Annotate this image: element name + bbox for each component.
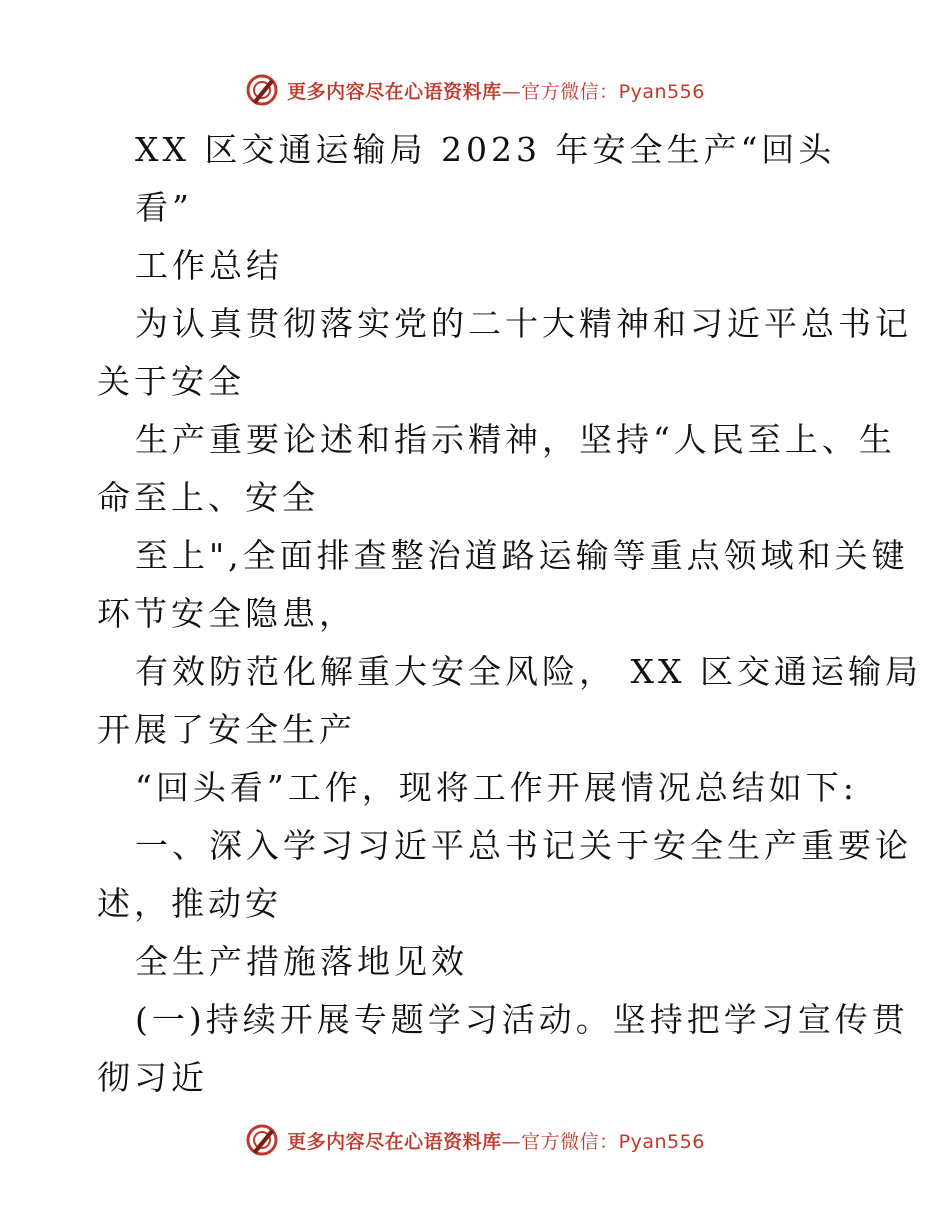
- paragraph-line: 开展了安全生产: [97, 710, 356, 749]
- subsection-line: (一)持续开展专题学习活动。坚持把学习宣传贯: [135, 1000, 909, 1039]
- watermark-wechat: 官方微信：Pyan556: [521, 1130, 705, 1153]
- watermark-dash: —: [501, 80, 522, 103]
- title-line-3: 工作总结: [135, 246, 283, 285]
- paragraph-line: 命至上、安全: [97, 478, 319, 517]
- paragraph-line: 关于安全: [97, 362, 245, 401]
- title-line-1: XX 区交通运输局 2023 年安全生产“回头: [135, 130, 836, 169]
- paragraph-line: “回头看”工作，现将工作开展情况总结如下:: [135, 768, 858, 807]
- watermark-dash: —: [501, 1130, 522, 1153]
- pen-logo-icon: [245, 73, 279, 107]
- paragraph-line: 有效防范化解重大安全风险， XX 区交通运输局: [135, 652, 922, 691]
- section-heading-line: 一、深入学习习近平总书记关于安全生产重要论: [135, 826, 912, 865]
- pen-logo-icon: [245, 1123, 279, 1157]
- watermark-text: 更多内容尽在心语资料库: [287, 80, 502, 103]
- section-heading-line: 述，推动安: [97, 884, 282, 923]
- subsection-line: 彻习近: [97, 1058, 208, 1097]
- title-line-2: 看”: [135, 188, 193, 227]
- paragraph-line: 环节安全隐患，: [97, 594, 356, 633]
- header-watermark: [0, 70, 950, 110]
- section-heading-line: 全生产措施落地见效: [135, 942, 468, 981]
- paragraph-line: 生产重要论述和指示精神，坚持“人民至上、生: [135, 420, 896, 459]
- footer-watermark: [0, 1120, 950, 1160]
- paragraph-line: 至上",全面排查整治道路运输等重点领域和关键: [135, 536, 909, 575]
- watermark-wechat: 官方微信：Pyan556: [521, 80, 705, 103]
- paragraph-line: 为认真贯彻落实党的二十大精神和习近平总书记: [135, 304, 912, 343]
- watermark-text: 更多内容尽在心语资料库: [287, 1130, 502, 1153]
